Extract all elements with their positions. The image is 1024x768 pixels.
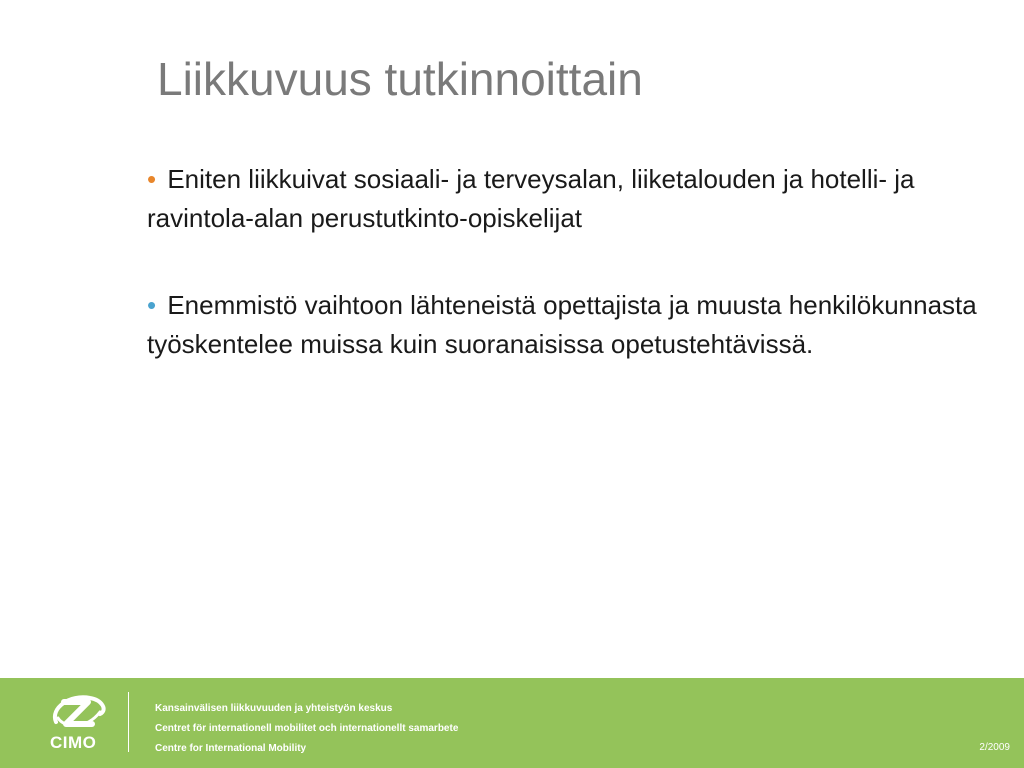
footer-bar [0, 678, 1024, 768]
cimo-logo-text: CIMO [50, 733, 97, 752]
bullet-marker-blue: • [147, 290, 157, 320]
bullet-item-1 [147, 160, 997, 238]
bullet-marker-orange: • [147, 164, 157, 194]
bullet-text-1: Eniten liikkuivat sosiaali- ja terveysalan, liiketalouden ja hotelli- ja ravintola-alan perustutkinto-opiskelijat [147, 164, 915, 233]
org-name-english: Centre for International Mobility [155, 743, 307, 754]
slide-content [147, 160, 997, 412]
bullet-item-2 [147, 286, 997, 364]
org-name-finnish: Kansainvälisen liikkuvuuden ja yhteistyön keskus [155, 703, 393, 714]
slide-title: Liikkuvuus tutkinnoittain [157, 53, 643, 105]
page-number: 2/2009 [979, 742, 1010, 753]
org-name-swedish: Centret för internationell mobilitet och internationellt samarbete [155, 723, 459, 734]
org-names [155, 699, 458, 759]
bullet-text-2: Enemmistö vaihtoon lähteneistä opettajista ja muusta henkilökunnasta työskentelee muissa kuin suoranaisissa opetustehtävissä. [147, 290, 977, 359]
footer-divider [128, 692, 129, 752]
